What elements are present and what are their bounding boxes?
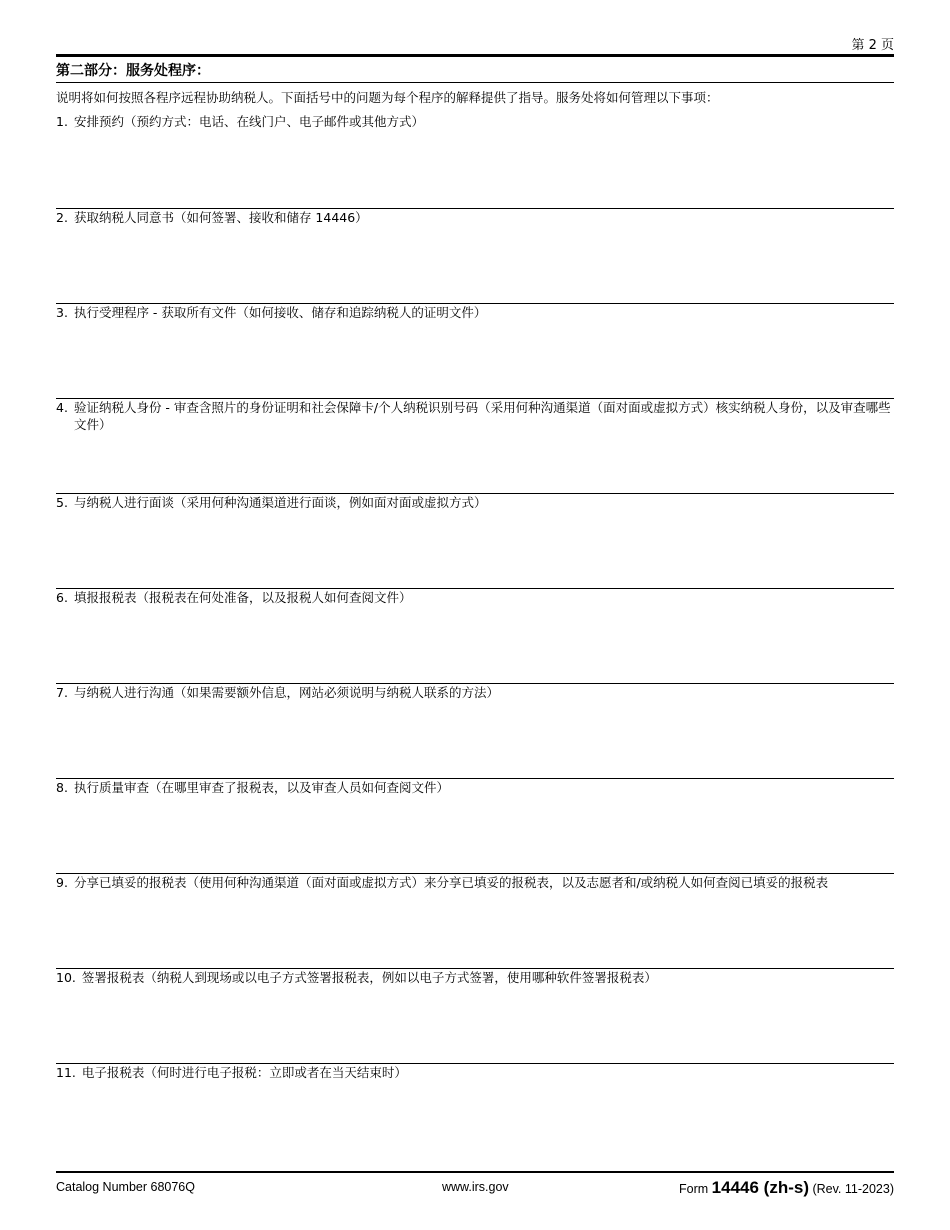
item-number: 1. (56, 114, 68, 129)
item-text: 验证纳税人身份 - 审查含照片的身份证明和社会保障卡/个人纳税识别号码（采用何种沟通渠道（面对面或虚拟方式）核实纳税人身份，以及审查哪些文件） (73, 400, 891, 432)
form-identifier (679, 1178, 894, 1198)
item-number: 3. (56, 305, 68, 320)
procedure-list (56, 114, 894, 1159)
item-text: 填报报税表（报税表在何处准备，以及报税人如何查阅文件） (73, 590, 412, 605)
item-text: 电子报税表（何时进行电子报税：立即或者在当天结束时） (81, 1065, 407, 1080)
item-text: 签署报税表（纳税人到现场或以电子方式签署报税表，例如以电子方式签署，使用哪种软件签署报税表） (81, 970, 657, 985)
procedure-item-2[interactable] (56, 209, 894, 304)
form-revision: (Rev. 11-2023) (812, 1182, 894, 1196)
procedure-item-4[interactable] (56, 399, 894, 494)
item-number: 11. (56, 1065, 76, 1080)
item-text: 获取纳税人同意书（如何签署、接收和储存 14446） (73, 210, 368, 225)
item-number: 9. (56, 875, 68, 890)
procedure-item-10[interactable] (56, 969, 894, 1064)
item-number: 5. (56, 495, 68, 510)
item-number: 4. (56, 400, 68, 415)
form-number: 14446 (zh-s) (711, 1178, 809, 1197)
item-number: 8. (56, 780, 68, 795)
part-intro: 说明将如何按照各程序远程协助纳税人。下面括号中的问题为每个程序的解释提供了指导。服务处将如何管理以下事项： (56, 90, 719, 105)
item-number: 7. (56, 685, 68, 700)
item-number: 6. (56, 590, 68, 605)
form-prefix: Form (679, 1182, 709, 1196)
procedure-item-9[interactable] (56, 874, 894, 969)
procedure-item-1[interactable] (56, 114, 894, 209)
item-text: 执行质量审查（在哪里审查了报税表，以及审查人员如何查阅文件） (73, 780, 449, 795)
item-text: 与纳税人进行面谈（采用何种沟通渠道进行面谈，例如面对面或虚拟方式） (73, 495, 487, 510)
item-text: 与纳税人进行沟通（如果需要额外信息，网站必须说明与纳税人联系的方法） (73, 685, 499, 700)
item-text: 分享已填妥的报税表（使用何种沟通渠道（面对面或虚拟方式）来分享已填妥的报税表，以及志愿者和/或纳税人如何查阅已填妥的报税表 (73, 875, 829, 890)
procedure-item-8[interactable] (56, 779, 894, 874)
item-number: 2. (56, 210, 68, 225)
item-number: 10. (56, 970, 76, 985)
top-rule (56, 54, 894, 57)
procedure-item-3[interactable] (56, 304, 894, 399)
item-text: 安排预约（预约方式：电话、在线门户、电子邮件或其他方式） (73, 114, 424, 129)
title-rule (56, 82, 894, 83)
website-link[interactable]: www.irs.gov (442, 1180, 509, 1194)
footer-rule (56, 1171, 894, 1173)
procedure-item-6[interactable] (56, 589, 894, 684)
page-number: 第 2 页 (851, 38, 894, 53)
footer (56, 1178, 894, 1198)
item-text: 执行受理程序 - 获取所有文件（如何接收、储存和追踪纳税人的证明文件） (73, 305, 487, 320)
part-title: 第二部分：服务处程序： (56, 63, 210, 79)
procedure-item-5[interactable] (56, 494, 894, 589)
procedure-item-7[interactable] (56, 684, 894, 779)
procedure-item-11[interactable] (56, 1064, 894, 1159)
catalog-number: Catalog Number 68076Q (56, 1180, 195, 1194)
